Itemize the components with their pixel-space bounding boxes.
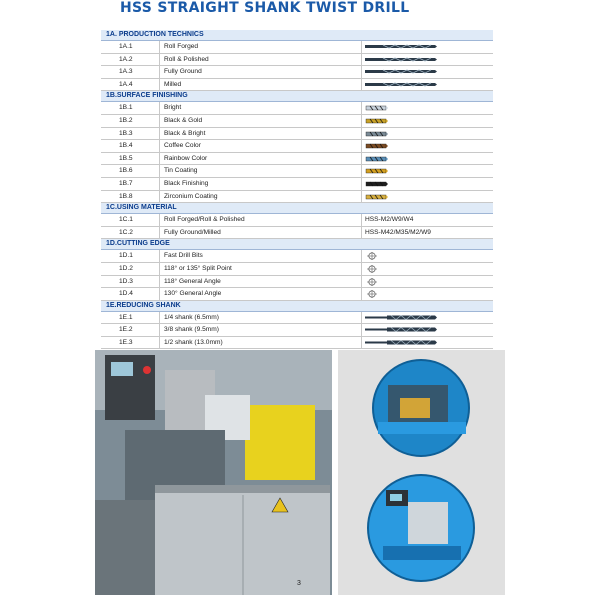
- row-code: 1A.2: [119, 55, 133, 63]
- table-row: [101, 227, 493, 240]
- row-label: Fast Drill Bits: [164, 252, 203, 260]
- row-illustration: [365, 142, 389, 152]
- row-code: 1E.1: [119, 313, 133, 321]
- row-code: 1B.1: [119, 104, 133, 112]
- row-code: 1D.3: [119, 277, 133, 285]
- column-divider: [159, 165, 160, 177]
- table-row: [101, 214, 493, 227]
- row-code: 1C.1: [119, 216, 133, 224]
- row-label: Milled: [164, 80, 182, 88]
- column-divider: [159, 178, 160, 190]
- finish-sample-icon: [365, 167, 389, 175]
- column-divider: [159, 337, 160, 349]
- column-divider: [361, 227, 362, 239]
- column-divider: [361, 191, 362, 203]
- table-row: [101, 337, 493, 350]
- drill-point-icon: [365, 290, 379, 298]
- row-label: 118° or 135° Split Point: [164, 264, 232, 272]
- section-header: 1B.SURFACE FINISHING: [101, 91, 493, 102]
- row-illustration: [365, 252, 379, 262]
- row-label: Roll Forged/Roll & Polished: [164, 216, 245, 224]
- row-illustration: [365, 314, 437, 323]
- row-illustration: [365, 278, 379, 288]
- drill-bit-icon: [365, 81, 437, 88]
- row-code: 1E.2: [119, 326, 133, 334]
- table-row: [101, 140, 493, 153]
- drill-bit-icon: [365, 43, 437, 50]
- spec-table: [101, 30, 493, 349]
- section-header: 1E.REDUCING SHANK: [101, 301, 493, 312]
- column-divider: [361, 165, 362, 177]
- row-label: 3/8 shank (9.5mm): [164, 326, 219, 334]
- column-divider: [361, 312, 362, 324]
- reduced-shank-drill-icon: [365, 314, 437, 321]
- column-divider: [159, 191, 160, 203]
- detail-photos-panel: [338, 350, 505, 595]
- row-code: 1B.7: [119, 179, 133, 187]
- table-row: [101, 250, 493, 263]
- machine-photo: [95, 350, 332, 595]
- column-divider: [361, 41, 362, 53]
- row-illustration: [365, 117, 389, 127]
- drill-bit-icon: [365, 68, 437, 75]
- row-value: HSS-M42/M35/M2/W9: [365, 228, 431, 236]
- reduced-shank-drill-icon: [365, 326, 437, 333]
- row-label: 118° General Angle: [164, 277, 221, 285]
- column-divider: [159, 288, 160, 300]
- row-code: 1C.2: [119, 228, 133, 236]
- table-row: [101, 178, 493, 191]
- machine-photo-image: [95, 350, 332, 595]
- column-divider: [361, 250, 362, 262]
- column-divider: [159, 263, 160, 275]
- row-illustration: [365, 167, 389, 177]
- row-illustration: [365, 104, 389, 114]
- finish-sample-icon: [365, 180, 389, 188]
- row-label: Bright: [164, 104, 182, 112]
- column-divider: [361, 178, 362, 190]
- column-divider: [159, 102, 160, 114]
- row-code: 1B.3: [119, 129, 133, 137]
- drill-point-icon: [365, 278, 379, 286]
- finish-sample-icon: [365, 142, 389, 150]
- row-label: Coffee Color: [164, 142, 201, 150]
- column-divider: [361, 115, 362, 127]
- row-code: 1B.2: [119, 116, 133, 124]
- finish-sample-icon: [365, 155, 389, 163]
- row-label: 1/4 shank (6.5mm): [164, 313, 219, 321]
- column-divider: [159, 214, 160, 226]
- row-label: Black Finishing: [164, 179, 209, 187]
- row-illustration: [365, 326, 437, 335]
- column-divider: [159, 153, 160, 165]
- column-divider: [361, 337, 362, 349]
- column-divider: [361, 324, 362, 336]
- table-row: [101, 54, 493, 67]
- section-header: 1C.USING MATERIAL: [101, 203, 493, 214]
- table-row: [101, 191, 493, 204]
- table-row: [101, 115, 493, 128]
- row-code: 1B.8: [119, 192, 133, 200]
- column-divider: [361, 66, 362, 78]
- row-label: Zirconium Coating: [164, 192, 218, 200]
- column-divider: [361, 140, 362, 152]
- column-divider: [361, 276, 362, 288]
- column-divider: [361, 263, 362, 275]
- column-divider: [361, 79, 362, 91]
- table-row: [101, 165, 493, 178]
- row-code: 1B.4: [119, 142, 133, 150]
- row-illustration: [365, 265, 379, 275]
- table-row: [101, 276, 493, 289]
- row-code: 1D.4: [119, 290, 133, 298]
- row-code: 1D.2: [119, 264, 133, 272]
- drill-point-icon: [365, 265, 379, 273]
- column-divider: [361, 102, 362, 114]
- row-label: 130° General Angle: [164, 290, 222, 298]
- row-code: 1B.6: [119, 167, 133, 175]
- column-divider: [159, 324, 160, 336]
- row-illustration: [365, 43, 437, 52]
- row-illustration: [365, 81, 437, 90]
- column-divider: [159, 128, 160, 140]
- table-row: [101, 288, 493, 301]
- table-row: [101, 324, 493, 337]
- column-divider: [159, 66, 160, 78]
- column-divider: [361, 128, 362, 140]
- finish-sample-icon: [365, 193, 389, 201]
- row-label: Roll Forged: [164, 43, 199, 50]
- detail-photos-image: [338, 350, 505, 595]
- column-divider: [361, 153, 362, 165]
- column-divider: [159, 227, 160, 239]
- row-code: 1B.5: [119, 154, 133, 162]
- row-illustration: [365, 130, 389, 140]
- table-row: [101, 41, 493, 54]
- page-number: 3: [297, 580, 301, 587]
- row-value: HSS-M2/W9/W4: [365, 216, 414, 224]
- column-divider: [159, 250, 160, 262]
- column-divider: [159, 79, 160, 91]
- row-illustration: [365, 180, 389, 190]
- finish-sample-icon: [365, 117, 389, 125]
- row-label: Fully Ground: [164, 68, 202, 76]
- column-divider: [361, 214, 362, 226]
- finish-sample-icon: [365, 104, 389, 112]
- row-label: Fully Ground/Milled: [164, 228, 221, 236]
- reduced-shank-drill-icon: [365, 339, 437, 346]
- row-code: 1A.3: [119, 68, 133, 76]
- column-divider: [361, 288, 362, 300]
- row-code: 1E.3: [119, 338, 133, 346]
- section-header: 1D.CUTTING EDGE: [101, 239, 493, 250]
- row-label: Black & Gold: [164, 116, 203, 124]
- row-label: Tin Coating: [164, 167, 198, 175]
- page-title: HSS STRAIGHT SHANK TWIST DRILL: [120, 0, 410, 16]
- row-illustration: [365, 290, 379, 300]
- table-row: [101, 102, 493, 115]
- row-label: Rainbow Color: [164, 154, 208, 162]
- column-divider: [159, 312, 160, 324]
- table-row: [101, 312, 493, 325]
- finish-sample-icon: [365, 130, 389, 138]
- column-divider: [361, 54, 362, 66]
- row-code: 1A.1: [119, 43, 133, 50]
- row-illustration: [365, 193, 389, 203]
- column-divider: [159, 41, 160, 53]
- row-illustration: [365, 56, 437, 65]
- row-illustration: [365, 68, 437, 77]
- drill-bit-icon: [365, 56, 437, 63]
- column-divider: [159, 54, 160, 66]
- row-illustration: [365, 339, 437, 348]
- table-row: [101, 263, 493, 276]
- section-header: 1A. PRODUCTION TECHNICS: [101, 30, 493, 41]
- column-divider: [159, 115, 160, 127]
- column-divider: [159, 276, 160, 288]
- row-code: 1A.4: [119, 80, 133, 88]
- row-label: Black & Bright: [164, 129, 206, 137]
- row-illustration: [365, 155, 389, 165]
- row-label: 1/2 shank (13.0mm): [164, 338, 223, 346]
- table-row: [101, 79, 493, 92]
- row-code: 1D.1: [119, 252, 133, 260]
- drill-point-icon: [365, 252, 379, 260]
- table-row: [101, 128, 493, 141]
- row-label: Roll & Polished: [164, 55, 209, 63]
- column-divider: [159, 140, 160, 152]
- table-row: [101, 66, 493, 79]
- table-row: [101, 153, 493, 166]
